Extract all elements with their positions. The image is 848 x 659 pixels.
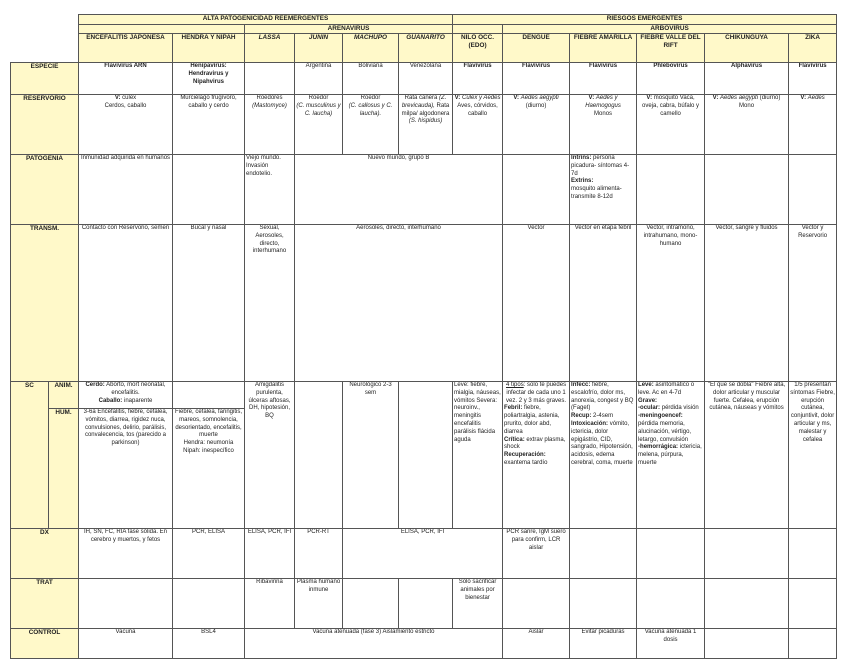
col-fiebre-valle-rift: FIEBRE VALLE DEL RIFT bbox=[637, 34, 705, 63]
control-nilo: Aislar bbox=[503, 628, 570, 658]
sc-anim-encefalitis bbox=[79, 381, 173, 408]
text-ocular: pérdida visión bbox=[660, 405, 699, 412]
col-chikunguya: CHIKUNGUYA bbox=[705, 34, 789, 63]
label-critica: Crítica: bbox=[504, 436, 525, 443]
reservoir-species-2: (S. hispidus) bbox=[408, 118, 443, 125]
corner-cell bbox=[11, 15, 79, 63]
reservorio-guanarito bbox=[399, 95, 453, 155]
sc-hum-encefalitis: 3-6a Encefalitis, fiebre, cefalea, vómitos, diarrea, rigidez nuca, convulsiones, delirio, parálisis, convalecencia, tos (parecido a parkinson) bbox=[79, 408, 173, 528]
dx-fiebre-amarilla bbox=[637, 528, 705, 578]
col-guanarito: GUANARITO bbox=[399, 34, 453, 63]
trat-encefalitis bbox=[79, 578, 173, 628]
patogenia-dengue bbox=[570, 155, 637, 225]
label-hemorragica: -hemorrágica: bbox=[638, 444, 679, 451]
col-nilo: NILO OCC. (EDO) bbox=[453, 34, 503, 63]
row-label-sc: SC bbox=[11, 381, 49, 528]
text-febril: fiebre, poliartralgia, astenia, prurito, dolor abd, diarrea bbox=[504, 405, 560, 435]
text-recup: 2-4sem bbox=[591, 413, 614, 420]
transm-chikunguya: Vector y Reservorio bbox=[789, 225, 837, 382]
patogenia-encefalitis: Inmunidad adquirida en humanos bbox=[79, 155, 173, 225]
reservoir-text: Rata cañera bbox=[404, 95, 438, 101]
row-label-control: CONTROL bbox=[11, 628, 79, 658]
patogenia-arenavirus: Nuevo mundo, grupo B bbox=[295, 155, 503, 225]
sc-anim-hendra bbox=[173, 381, 245, 408]
control-chikunguya bbox=[789, 628, 837, 658]
vector-text: culex bbox=[120, 95, 137, 101]
especie-guanarito: Venezolana bbox=[399, 63, 453, 95]
row-label-dx: DX bbox=[11, 528, 79, 578]
reservoir-species: (C. callosus y C. laucha). bbox=[348, 102, 393, 117]
dx-arenavirus: ELISA, PCR, IFI bbox=[343, 528, 503, 578]
especie-fiebre-valle: Phlebovirus bbox=[637, 63, 705, 95]
group-arenavirus: ARENAVIRUS bbox=[245, 25, 453, 34]
reservorio-fiebre-amarilla bbox=[570, 95, 637, 155]
group-alta-patogenicidad: ALTA PATOGENICIDAD REEMERGENTES bbox=[79, 15, 453, 25]
reservoir-text: (diurno) bbox=[525, 102, 547, 109]
label-caballo: Caballo: bbox=[98, 397, 123, 404]
patogenia-fiebre-amarilla bbox=[637, 155, 705, 225]
sc-nilo: Leve: fiebre, mialgia, náuseas, vómitos Severa: neuroinv., meningitis encefalitis parálisis flácida aguda bbox=[453, 381, 503, 528]
sc-zika: 1/5 presentan síntomas Fiebre, erupción cutánea, conjuntivit, dolor articular y ms, malestar y cefalea bbox=[789, 381, 837, 528]
text-nipah: Nipah: inespecífico bbox=[183, 447, 234, 454]
especie-hendra: Henipavirus: Hendravirus y Nipahvirus bbox=[173, 63, 245, 95]
label-leve: Leve: bbox=[638, 381, 654, 388]
text-tipos: : solo te puedes infectar de cada uno 1 vez. 2 y 3 más graves. bbox=[506, 381, 567, 404]
reservoir-text-2: Rata milpa/ algodonera bbox=[401, 102, 450, 117]
row-label-transm: TRANSM. bbox=[11, 225, 79, 382]
reservoir-species: (Mastomyce) bbox=[252, 102, 287, 109]
vector-label: V: bbox=[454, 95, 461, 101]
dx-fiebre-valle bbox=[705, 528, 789, 578]
vector-label: V: bbox=[114, 95, 121, 101]
trat-dengue bbox=[503, 578, 570, 628]
especie-chikunguya: Alphavirus bbox=[705, 63, 789, 95]
transm-encefalitis: Contacto con Reservorio, semen bbox=[79, 225, 173, 382]
patogenia-lassa: Viejo mundo. Invasión endotelio. bbox=[245, 155, 295, 225]
especie-junin: Argentina bbox=[295, 63, 343, 95]
sc-fiebre-valle bbox=[637, 381, 705, 528]
vector-text: Aedes aegypti bbox=[520, 95, 559, 101]
vector-text: Aedes bbox=[807, 95, 825, 101]
sc-guanarito bbox=[399, 381, 453, 528]
sc-dengue bbox=[503, 381, 570, 528]
reservorio-lassa bbox=[245, 95, 295, 155]
vector-label: V: bbox=[646, 95, 653, 101]
reservoir-text: Roedor bbox=[308, 95, 329, 101]
row-label-especie: ESPECIE bbox=[11, 63, 79, 95]
transm-fiebre-amarilla: Vector, intramono, intrahumano, mono-humano bbox=[637, 225, 705, 382]
sc-chikunguya: "El que se dobla" Fiebre alta, dolor articular y muscular fuerte. Cefalea, erupción cutánea, náuseas y vómitos bbox=[705, 381, 789, 528]
text-hendra-nipah: Fiebre, cefalea, faringitis, mareos, somnolencia, desorientado, encefalitis, muerte bbox=[174, 408, 243, 439]
vector-text: Aedes aegypti bbox=[720, 95, 759, 101]
control-hendra: BSL4 bbox=[173, 628, 245, 658]
vector-label: V: bbox=[588, 95, 595, 101]
label-infecc: Infecc: bbox=[571, 381, 591, 388]
reservoir-text: Roedor bbox=[360, 95, 381, 101]
label-meningoencef: -meningoencef: bbox=[638, 413, 683, 420]
row-label-trat: TRAT bbox=[11, 578, 79, 628]
control-dengue: Evitar picaduras bbox=[570, 628, 637, 658]
transm-dengue: Vector en etapa febril bbox=[570, 225, 637, 382]
row-label-patogenia: PATOGENIA bbox=[11, 155, 79, 225]
patogenia-fiebre-valle bbox=[705, 155, 789, 225]
label-recup: Recup: bbox=[571, 413, 592, 420]
reservoir-text: Roedores bbox=[256, 95, 283, 101]
dx-encefalitis: IH, SN, FC, RIA fase sólida. En cerebro y muertos, y fetos bbox=[79, 528, 173, 578]
control-arenavirus: Vacuna atenuada (fase 3) Aislamiento estricto bbox=[245, 628, 503, 658]
sc-hum-hendra bbox=[173, 408, 245, 528]
col-hendra-nipah: HENDRA Y NIPAH bbox=[173, 34, 245, 63]
row-label-reservorio: RESERVORIO bbox=[11, 95, 79, 155]
trat-fiebre-amarilla bbox=[570, 578, 637, 628]
group-arbovirus: ARBOVIRUS bbox=[503, 25, 837, 34]
transm-lassa: Sexual, Aerosoles, directo, interhumano bbox=[245, 225, 295, 382]
especie-machupo: Boliviana bbox=[343, 63, 399, 95]
col-lassa: LASSA bbox=[245, 34, 295, 63]
reservorio-fiebre-valle bbox=[637, 95, 705, 155]
dx-chikunguya bbox=[789, 528, 837, 578]
text-recuperacion: exantema tardío bbox=[504, 459, 548, 466]
label-tipos: 4 tipos bbox=[506, 381, 524, 388]
text-critica: extrav plasma, shock bbox=[504, 436, 566, 451]
trat-chikunguya bbox=[705, 578, 789, 628]
col-zika: ZIKA bbox=[789, 34, 837, 63]
reservoir-text: (diurno) Mono bbox=[739, 95, 781, 109]
especie-fiebre-amarilla: Flavivirus bbox=[570, 63, 637, 95]
text-infecc: fiebre, escalofrío, dolor ms, anorexia, congest y BQ (Faget) bbox=[571, 381, 634, 412]
reservorio-encefalitis bbox=[79, 95, 173, 155]
trat-fiebre-valle bbox=[637, 578, 705, 628]
trat-zika bbox=[789, 578, 837, 628]
patogenia-chikunguya bbox=[789, 155, 837, 225]
row-label-anim: ANIM. bbox=[49, 381, 79, 408]
text-intoxicacion: vómito, ictericia, dolor epigástrio, CID, sangrado, Hipotensión, acidosis, edema cerebral, coma, muerte bbox=[571, 420, 633, 466]
col-machupo: MACHUPO bbox=[343, 34, 399, 63]
col-encefalitis: ENCEFALITIS JAPONESA bbox=[79, 34, 173, 63]
text-leve: asintomático o leve. Ac en 4-7d bbox=[638, 381, 695, 396]
reservorio-hendra: Murciélago frugívoro, caballo y cerdo bbox=[173, 95, 245, 155]
transm-fiebre-valle: Vector, sangre y fluidos bbox=[705, 225, 789, 382]
vector-label: V: bbox=[800, 95, 807, 101]
dx-nilo: PCR sanre, IgM suero para confirm, LCR aislar bbox=[503, 528, 570, 578]
label-febril: Febril: bbox=[504, 405, 523, 412]
reservoir-text: Cerdos, caballo bbox=[104, 102, 147, 109]
reservorio-machupo bbox=[343, 95, 399, 155]
reservoir-species: (Z. brevicauda), bbox=[401, 95, 447, 109]
sc-fiebre-amarilla bbox=[570, 381, 637, 528]
reservoir-text: Aves, córvidos, caballo bbox=[457, 102, 498, 117]
reservoir-text: Monos bbox=[594, 110, 613, 117]
control-fiebre-amarilla: Vacuna atenuada 1 dosis bbox=[637, 628, 705, 658]
text-caballo: inaparente bbox=[122, 397, 153, 404]
trat-guanarito bbox=[399, 578, 453, 628]
col-fiebre-amarilla: FIEBRE AMARILLA bbox=[570, 34, 637, 63]
dx-lassa: ELISA, PCR, IFI bbox=[245, 528, 295, 578]
dx-junin: PCR-RT bbox=[295, 528, 343, 578]
reservorio-zika bbox=[789, 95, 837, 155]
transm-hendra: Bucal y nasal bbox=[173, 225, 245, 382]
especie-zika: Flavivirus bbox=[789, 63, 837, 95]
sc-machupo: Neurológico 2-3 sem bbox=[343, 381, 399, 528]
trat-nilo: Solo sacrificar animales por bienestar bbox=[453, 578, 503, 628]
especie-lassa bbox=[245, 63, 295, 95]
vector-text: mosquito Vaca, oveja, cabra, búfalo y camello bbox=[642, 95, 700, 117]
especie-nilo: Flavivirus bbox=[453, 63, 503, 95]
text-hendra: Hendra: neumonía bbox=[183, 440, 234, 447]
text-cerdo: Aborto, mort neonatal, encefalitis. bbox=[104, 381, 166, 396]
trat-lassa: Ribavirina bbox=[245, 578, 295, 628]
label-cerdo: Cerdo: bbox=[85, 381, 105, 388]
transm-arenavirus: Aerosoles, directo, interhumano bbox=[295, 225, 503, 382]
reservorio-nilo bbox=[453, 95, 503, 155]
text-meningoencef: pérdida memoria, alucinación, vértigo, letargo, convulsión bbox=[638, 420, 692, 443]
especie-dengue: Flavivirus bbox=[503, 63, 570, 95]
row-label-hum: HUM. bbox=[49, 408, 79, 528]
patogenia-hendra bbox=[173, 155, 245, 225]
text-intrins: persona picadura- síntomas 4-7d bbox=[571, 155, 630, 177]
control-fiebre-valle bbox=[705, 628, 789, 658]
label-grave: Grave: bbox=[638, 397, 658, 404]
reservorio-junin bbox=[295, 95, 343, 155]
text-extrins: mosquito alimenta- transmite 8-12d bbox=[571, 186, 622, 200]
vector-label: V: bbox=[712, 95, 719, 101]
patogenia-nilo bbox=[503, 155, 570, 225]
vector-text: Aedes y Haemogogus bbox=[585, 95, 621, 109]
dx-hendra: PCR, ELISA bbox=[173, 528, 245, 578]
label-extrins: Extrins: bbox=[571, 178, 594, 185]
label-ocular: -ocular: bbox=[638, 405, 661, 412]
dx-dengue bbox=[570, 528, 637, 578]
group-blank bbox=[79, 25, 245, 34]
reservorio-dengue bbox=[503, 95, 570, 155]
group-blank-nilo bbox=[453, 25, 503, 34]
label-intoxicacion: Intoxicación: bbox=[571, 420, 609, 427]
vector-text: Culex y Aedes bbox=[461, 95, 501, 101]
vector-label: V: bbox=[513, 95, 520, 101]
sc-lassa: Amigdalitis purulenta, úlceras aftosas, DH, hipotesión, BQ bbox=[245, 381, 295, 528]
trat-hendra bbox=[173, 578, 245, 628]
reservoir-species: (C. musculinus y C. laucha) bbox=[296, 102, 341, 117]
especie-encefalitis: Flavivirus ARN bbox=[79, 63, 173, 95]
sc-junin bbox=[295, 381, 343, 528]
control-encefalitis: Vacuna bbox=[79, 628, 173, 658]
text-hemorragica: ictericia, melena, púrpura, muerte bbox=[638, 444, 702, 466]
pathogen-comparison-table bbox=[10, 14, 837, 659]
label-recuperacion: Recuperación: bbox=[504, 452, 546, 459]
trat-junin: Plasma humano inmune bbox=[295, 578, 343, 628]
transm-nilo: Vector bbox=[503, 225, 570, 382]
col-junin: JUNIN bbox=[295, 34, 343, 63]
label-intrins: Intrins: bbox=[571, 155, 592, 161]
reservorio-chikunguya bbox=[705, 95, 789, 155]
trat-machupo bbox=[343, 578, 399, 628]
group-riesgos-emergentes: RIESGOS EMERGENTES bbox=[453, 15, 837, 25]
col-dengue: DENGUE bbox=[503, 34, 570, 63]
